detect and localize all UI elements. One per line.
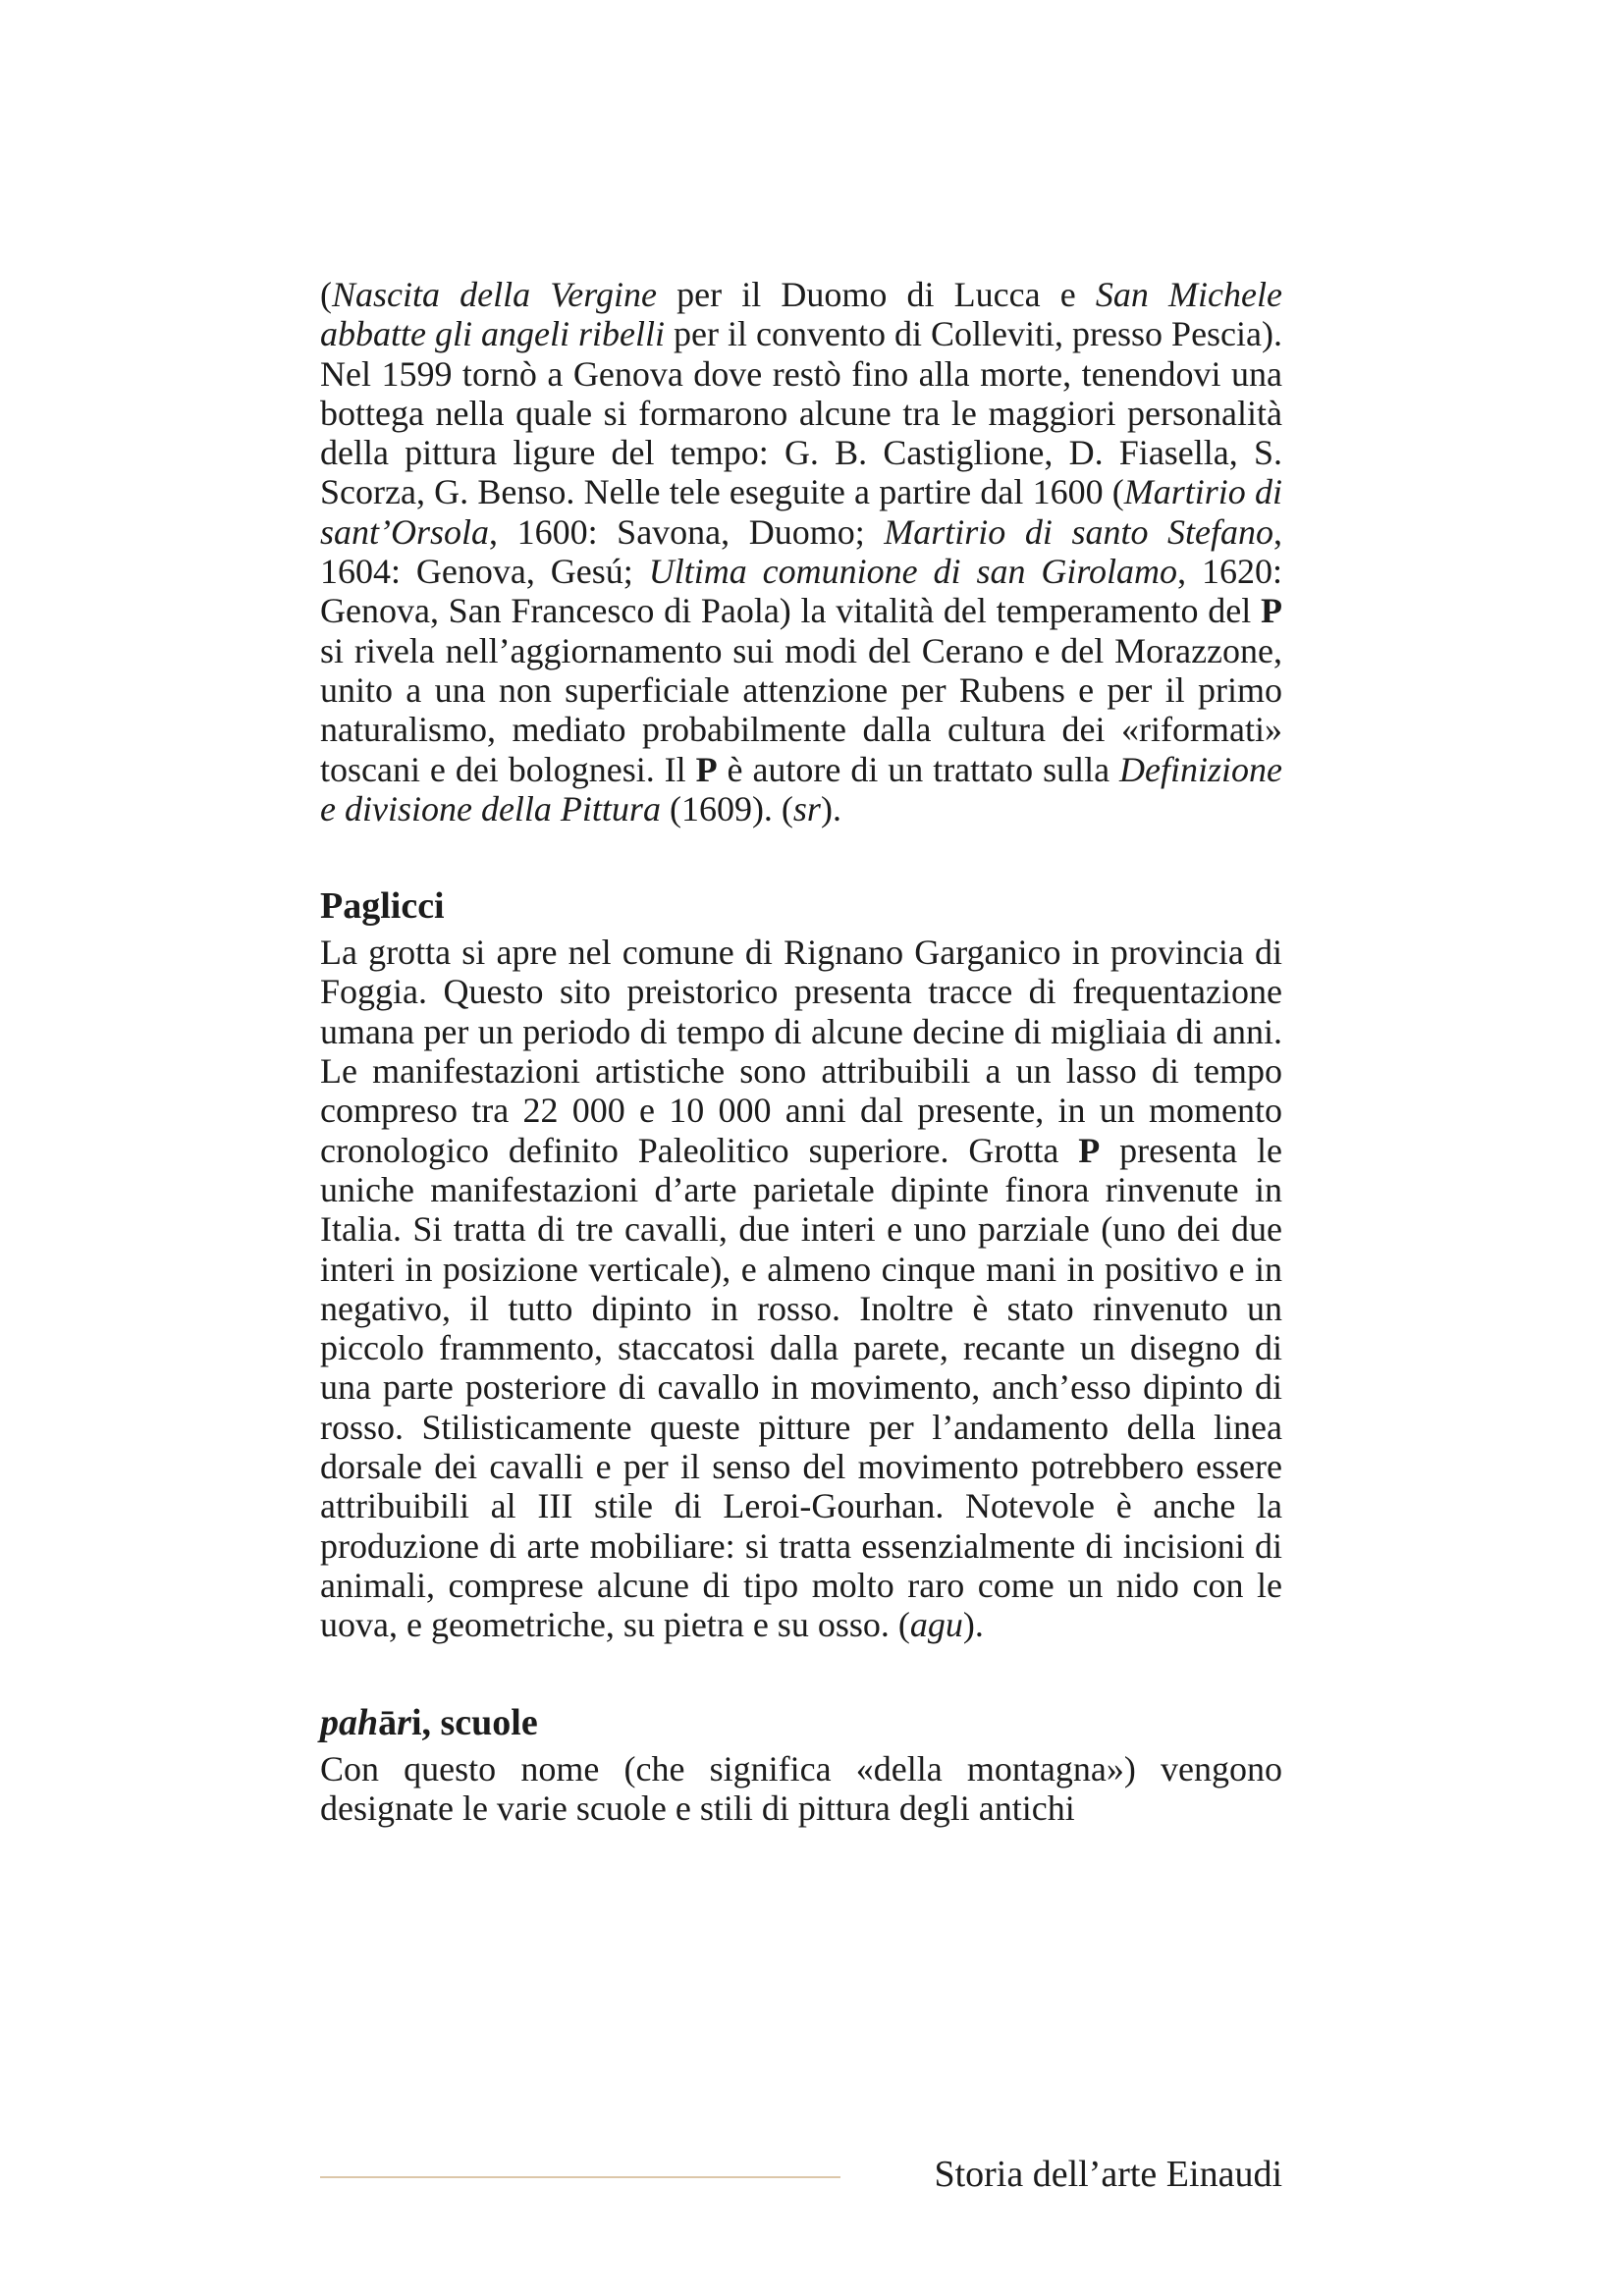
paragraph-pahari xyxy=(320,1749,1282,1829)
text-run: Martirio di sant’Orsola xyxy=(320,472,1283,552)
text-run: ( xyxy=(320,275,332,314)
text-run: , 1600: Savona, Duomo; xyxy=(489,511,885,552)
text-run: , scuole xyxy=(421,1701,538,1743)
text-run: ). xyxy=(962,1605,984,1645)
text-run: per il Duomo di Lucca e xyxy=(656,275,1096,314)
text-run: Con questo nome (che significa «della montagna») vengono designate le varie scuole e stili di pittura degli antichi xyxy=(320,1748,1282,1828)
text-run: San Michele abbatte gli angeli ribelli xyxy=(320,275,1282,354)
text-run: Nascita della Vergine xyxy=(332,275,657,314)
text-run: Ultima comunione di san Girolamo xyxy=(648,552,1178,592)
text-run: sr xyxy=(792,788,821,828)
entry-heading-paglicci: Paglicci xyxy=(320,885,445,928)
text-run: Definizione e divisione della Pittura xyxy=(320,749,1282,828)
page-footer xyxy=(320,2152,1282,2197)
text-run: i xyxy=(410,1701,422,1743)
text-run: P xyxy=(1261,591,1282,631)
text-run: (1609). ( xyxy=(660,788,793,828)
page-body xyxy=(320,275,1282,1828)
text-run: ). xyxy=(820,788,841,828)
text-run: r xyxy=(397,1701,411,1743)
text-run: P xyxy=(695,749,718,789)
text-run: ā xyxy=(378,1701,398,1743)
text-run: , 1620: Genova, San Francesco di Paola) la vitalità del temperamento del xyxy=(320,552,1282,631)
text-run: agu xyxy=(909,1605,963,1645)
text-run: presenta le uniche manifestazioni d’arte parietale dipinte finora rinvenute in Italia. Si tratta di tre cavalli, due interi e uno parziale (uno dei due interi in posizione verticale), e almeno cinque mani in positivo e in negativo, il tutto dipinto in rosso. Inoltre è stato rinvenuto un piccolo frammento, staccatosi dalla parete, recante un disegno di una parte posteriore di cavallo in movimento, anch’esso dipinto di rosso. Stilisticamente queste pitture per l’andamento della linea dorsale dei cavalli e per il senso del movimento potrebbero essere attribuibili al III stile di Leroi-Gourhan. Notevole è anche la produzione di arte mobiliare: si tratta essenzialmente di incisioni di animali, comprese alcune di tipo molto raro come un nido con le uova, e geometriche, su pietra e su osso. ( xyxy=(320,1130,1282,1645)
text-run: si rivela nell’aggiornamento sui modi del Cerano e del Morazzone, unito a una non superficiale attenzione per Rubens e per il primo naturalismo, mediato probabilmente dalla cultura dei «riformati» toscani e dei bolognesi. Il xyxy=(320,630,1282,789)
footer-rule xyxy=(320,2176,840,2178)
text-run: è autore di un trattato sulla xyxy=(717,749,1120,789)
text-run: La grotta si apre nel comune di Rignano Garganico in provincia di Foggia. Questo sito preistorico presenta tracce di frequentazione umana per un periodo di tempo di alcune decine di migliaia di anni. Le manifestazioni artistiche sono attribuibili a un lasso di tempo compreso tra 22 000 e 10 000 anni dal presente, in un momento cronologico definito Paleolitico superiore. Grotta xyxy=(320,933,1282,1170)
entry-heading-pahari xyxy=(320,1700,1282,1745)
paragraph-paggi-continuation xyxy=(320,275,1282,828)
text-run: , 1604: Genova, Gesú; xyxy=(320,511,1283,592)
text-run: per il convento di Colleviti, presso Pescia). Nel 1599 tornò a Genova dove restò fino alla morte, tenendovi una bottega nella quale si formarono alcune tra le maggiori personalità della pittura ligure del tempo: G. B. Castiglione, D. Fiasella, S. Scorza, G. Benso. Nelle tele eseguite a partire dal 1600 ( xyxy=(320,314,1282,512)
text-run: P xyxy=(1078,1130,1101,1170)
text-run: pah xyxy=(320,1701,379,1743)
footer-publisher: Storia dell’arte Einaudi xyxy=(934,2154,1282,2195)
paragraph-paglicci xyxy=(320,933,1282,1644)
text-run: Martirio di santo Stefano xyxy=(884,511,1274,552)
